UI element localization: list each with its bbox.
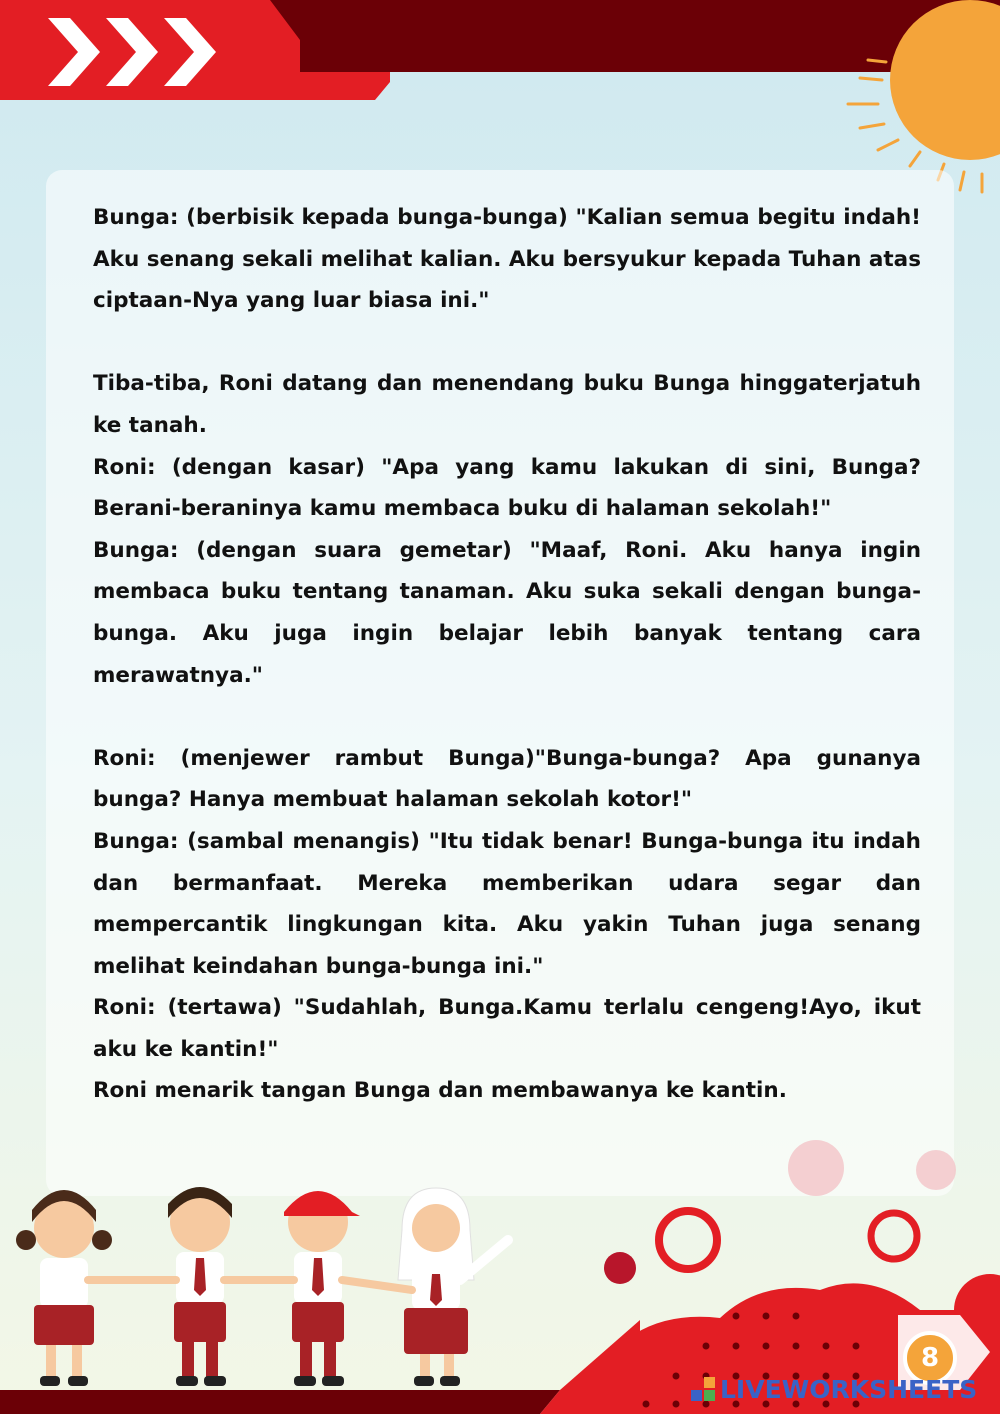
- paragraph: Bunga: (berbisik kepada bunga-bunga) "Kalian semua begitu indah! Aku senang sekali melihat kalian. Aku bersyukur kepada Tuhan atas ciptaan-Nya yang luar biasa ini.": [93, 205, 921, 314]
- paragraph: Roni: (menjewer rambut Bunga)"Bunga-bunga? Apa gunanya bunga? Hanya membuat halaman sekolah kotor!": [93, 745, 921, 813]
- watermark-text: LIVEWORKSHEETS: [720, 1374, 978, 1404]
- paragraph-gap: [93, 322, 921, 364]
- liveworksheets-logo-icon: [690, 1376, 716, 1402]
- watermark: [690, 1374, 977, 1404]
- students-illustration: [16, 1187, 508, 1386]
- paragraph: Roni: (tertawa) "Sudahlah, Bunga.Kamu terlalu cengeng!Ayo, ikut aku ke kantin!": [93, 995, 921, 1062]
- paragraph: Roni: (dengan kasar) "Apa yang kamu lakukan di sini, Bunga? Berani-beraninya kamu membaca buku di halaman sekolah!": [93, 454, 921, 522]
- paragraph: Bunga: (sambal menangis) "Itu tidak benar! Bunga-bunga itu indah dan bermanfaat. Mereka memberikan udara segar dan mempercantik lingkungan kita. Aku yakin Tuhan juga senang melihat keindahan bunga-bunga ini.": [93, 828, 921, 979]
- story-text: [93, 197, 921, 1112]
- paragraph: Bunga: (dengan suara gemetar) "Maaf, Roni. Aku hanya ingin membaca buku tentang tanaman. Aku suka sekali dengan bunga-bunga. Aku juga ingin belajar lebih banyak tentang cara merawatnya.": [93, 537, 921, 688]
- paragraph: Roni menarik tangan Bunga dan membawanya ke kantin.: [93, 1078, 787, 1104]
- paragraph-gap: [93, 696, 921, 738]
- paragraph: Tiba-tiba, Roni datang dan menendang buku Bunga hinggaterjatuh ke tanah.: [93, 371, 921, 438]
- page-number: 8: [903, 1331, 957, 1385]
- double-chevron-arrows-icon: [48, 18, 218, 86]
- bottom-decoration: [0, 1140, 1000, 1414]
